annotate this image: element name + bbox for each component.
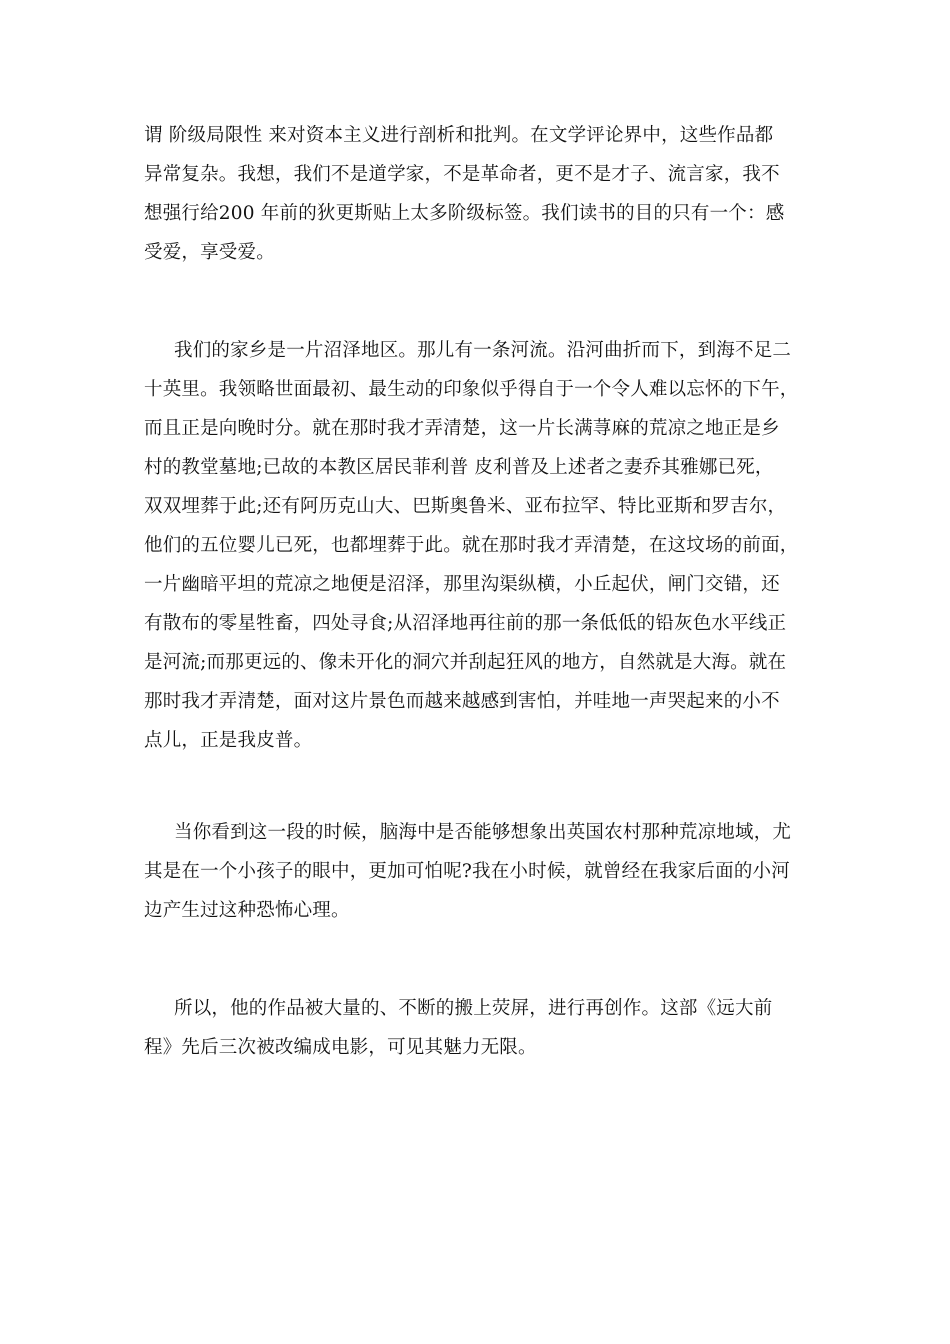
paragraph-line: 当你看到这一段的时候，脑海中是否能够想象出英国农村那种荒凉地域，尤	[174, 822, 792, 843]
paragraph-line: 其是在一个小孩子的眼中，更加可怕呢?我在小时候，就曾经在我家后面的小河	[144, 861, 790, 882]
paragraph-line: 受爱，享受爱。	[144, 242, 275, 263]
paragraph-class-limitation	[144, 116, 816, 272]
paragraph-line: 想强行给200 年前的狄更斯贴上太多阶级标签。我们读书的目的只有一个：感	[144, 203, 785, 224]
paragraph-line: 而且正是向晚时分。就在那时我才弄清楚，这一片长满荨麻的荒凉之地正是乡	[144, 418, 780, 439]
paragraph-line: 村的教堂墓地;已故的本教区居民菲利普 皮利普及上述者之妻乔其雅娜已死，	[144, 457, 774, 478]
paragraph-line: 一片幽暗平坦的荒凉之地便是沼泽，那里沟渠纵横，小丘起伏，闸门交错，还	[144, 574, 780, 595]
paragraph-line: 双双埋葬于此;还有阿历克山大、巴斯奥鲁米、亚布拉罕、特比亚斯和罗吉尔，	[144, 496, 787, 517]
paragraph-line: 有散布的零星牲畜，四处寻食;从沼泽地再往前的那一条低低的铅灰色水平线正	[144, 613, 787, 634]
paragraph-line: 所以，他的作品被大量的、不断的搬上荧屏，进行再创作。这部《远大前	[174, 998, 773, 1019]
paragraph-line: 十英里。我领略世面最初、最生动的印象似乎得自于一个令人难以忘怀的下午，	[144, 379, 799, 400]
paragraph-line: 点儿，正是我皮普。	[144, 730, 313, 751]
paragraph-line: 那时我才弄清楚，面对这片景色而越来越感到害怕，并哇地一声哭起来的小不	[144, 691, 780, 712]
paragraph-reader-reflection	[144, 813, 816, 930]
paragraph-line: 我们的家乡是一片沼泽地区。那儿有一条河流。沿河曲折而下，到海不足二	[174, 340, 792, 361]
paragraph-marsh-quote	[144, 331, 816, 760]
paragraph-line: 边产生过这种恐怖心理。	[144, 900, 350, 921]
paragraph-line: 是河流;而那更远的、像未开化的洞穴并刮起狂风的地方，自然就是大海。就在	[144, 652, 787, 673]
paragraph-line: 异常复杂。我想，我们不是道学家，不是革命者，更不是才子、流言家，我不	[144, 164, 780, 185]
paragraph-film-adaptations	[144, 989, 816, 1067]
paragraph-line: 他们的五位婴儿已死，也都埋葬于此。就在那时我才弄清楚，在这坟场的前面，	[144, 535, 799, 556]
paragraph-line: 程》先后三次被改编成电影，可见其魅力无限。	[144, 1037, 537, 1058]
paragraph-line: 谓 阶级局限性 来对资本主义进行剖析和批判。在文学评论界中，这些作品都	[144, 125, 774, 146]
